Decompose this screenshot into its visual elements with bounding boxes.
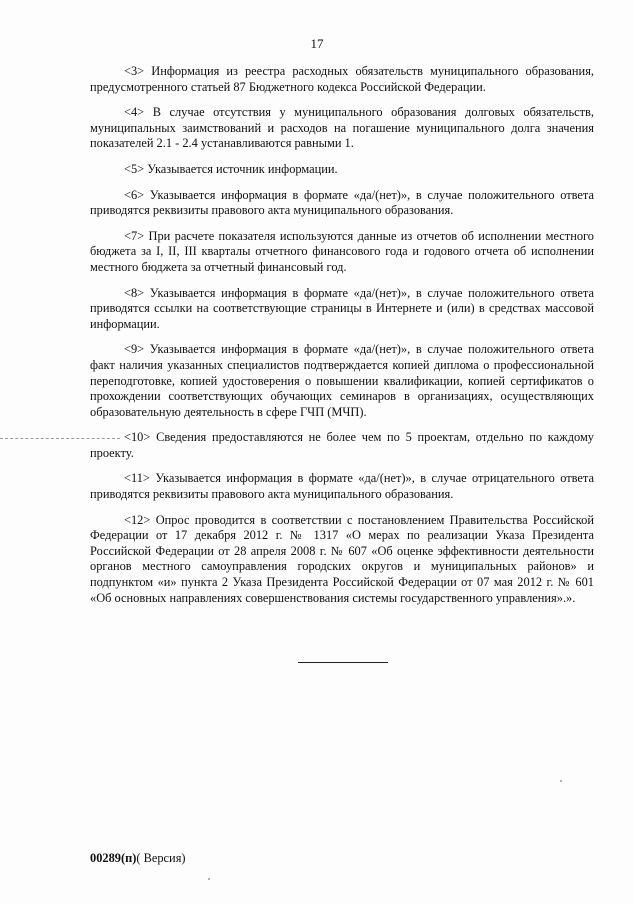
footnote-8: <8> Указывается информация в формате «да/(нет)», в случае положительного ответа приводятся ссылки на соответствующие страницы в Интернете и (или) в средствах массовой информации. xyxy=(90,285,594,331)
footnote-10: <10> Сведения предоставляются не более чем по 5 проектам, отдельно по каждому проекту. xyxy=(90,430,594,460)
footnote-5: <5> Указывается источник информации. xyxy=(124,161,338,176)
footnote-11: <11> Указывается информация в формате «да/(нет)», в случае отрицательного ответа приводятся реквизиты правового акта муниципального образования. xyxy=(90,471,594,502)
document-version: ( Версия) xyxy=(136,851,186,865)
document-footer xyxy=(90,851,186,866)
footnote-3: <3> Информация из реестра расходных обязательств муниципального образования, предусмотренного статьей 87 Бюджетного кодекса Российской Федерации. xyxy=(90,64,594,94)
footnote-9: <9> Указывается информация в формате «да/(нет)», в случае положительного ответа факт наличия указанных специалистов подтверждается копией диплома о профессиональной переподготовке, копией удостоверения о повышении квалификации, копией сертификатов о прохождении соответствующих обучающих семинаров в организациях, осуществляющих образовательную деятельность в сфере ГЧП (МЧП). xyxy=(90,342,594,419)
footnote-6: <6> Указывается информация в формате «да/(нет)», в случае положительного ответа приводятся реквизиты правового акта муниципального образования. xyxy=(90,187,594,218)
scan-artifact-speck xyxy=(208,878,210,880)
footnotes-body xyxy=(90,64,594,616)
closing-divider xyxy=(298,662,388,663)
footnote-12: <12> Опрос проводится в соответствии с постановлением Правительства Российской Федерации от 17 декабря 2012 г. № 1317 «О мерах по реализации Указа Президента Российской Федерации от 28 апреля 2008 г. № 607 «Об оценке эффективности деятельности органов местного самоуправления городских округов и муниципальных районов» и подпунктом «и» пункта 2 Указа Президента Российской Федерации от 07 мая 2012 г. № 601 «Об основных направлениях совершенствования системы государственного управления».». xyxy=(90,512,594,605)
document-code: 00289(п) xyxy=(90,851,137,865)
footnote-4: <4> В случае отсутствия у муниципального образования долговых обязательств, муниципальных заимствований и расходов на погашение муниципального долга значения показателей 2.1 - 2.4 устанавливаются равными 1. xyxy=(90,105,594,151)
page-number: 17 xyxy=(310,36,324,51)
scan-artifact-speck xyxy=(560,780,562,782)
footnote-7: <7> При расчете показателя используются данные из отчетов об исполнении местного бюджета за I, II, III кварталы отчетного финансового года и годового отчета об исполнении местного бюджета за отчетный финансовый год. xyxy=(90,228,594,274)
